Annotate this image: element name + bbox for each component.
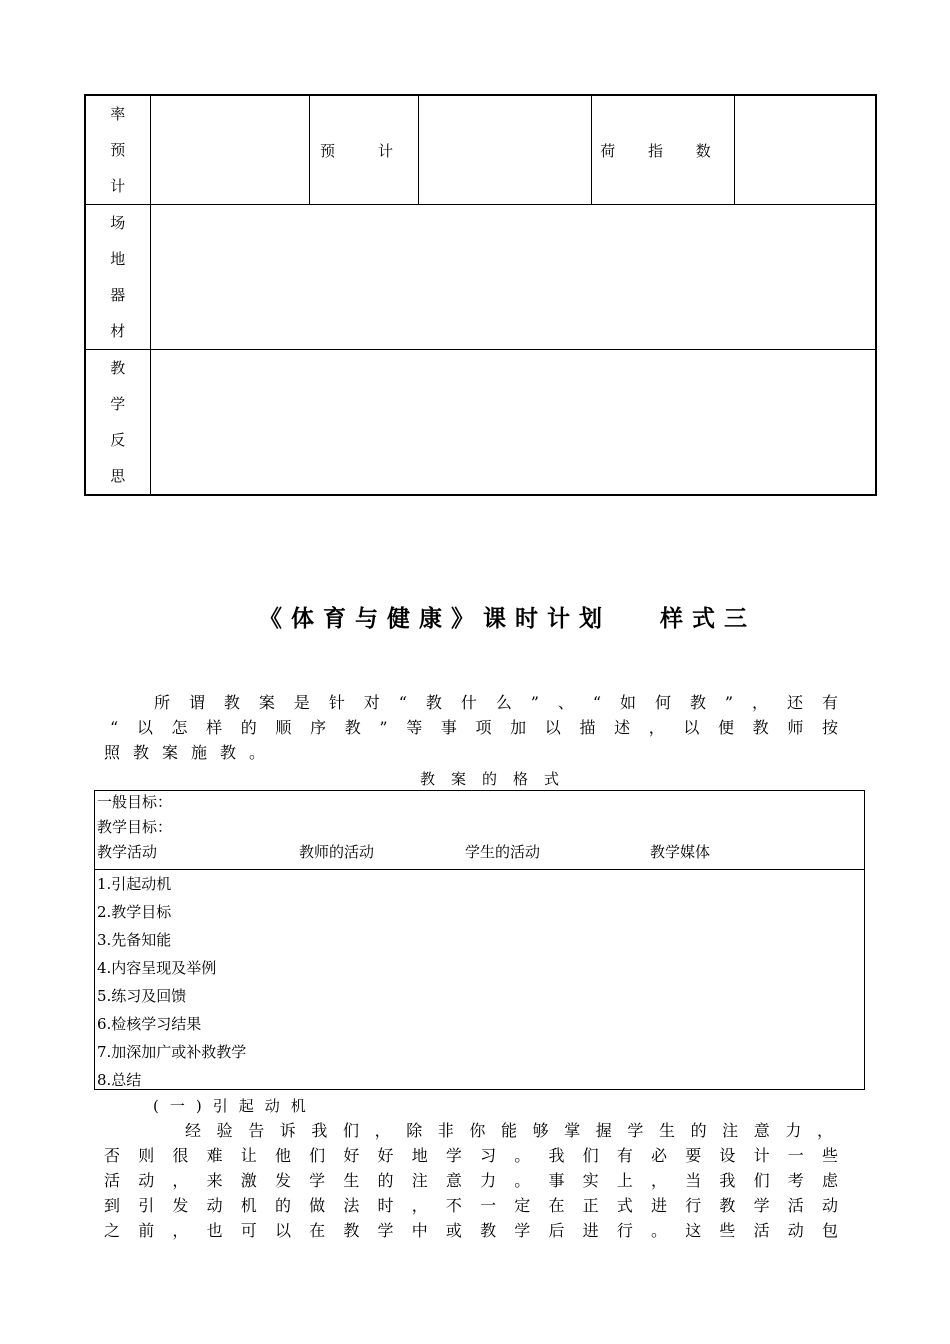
section-heading: (一)引起动机 — [153, 1097, 317, 1115]
list-item: 3.先备知能 — [97, 931, 172, 949]
table-row — [85, 205, 876, 350]
table-cell-estimate: 预 计 — [309, 95, 418, 205]
row-label-rate-estimate: 率 预 计 — [85, 95, 150, 205]
page-title: 《体育与健康》课时计划 样式三 — [258, 605, 756, 632]
list-item: 8.总结 — [97, 1071, 142, 1089]
list-item: 5.练习及回馈 — [97, 987, 187, 1005]
table-row — [85, 350, 876, 496]
section-line-2: 否则很难让他们好好地学习。我们有必要设计一些 — [104, 1146, 838, 1165]
row-label-venue-equipment: 场 地 器 材 — [85, 205, 150, 350]
teaching-goal-label: 教学目标： — [97, 818, 173, 836]
format-table-header — [95, 791, 864, 870]
section-line-5: 之前，也可以在教学中或教学后进行。这些活动包 — [104, 1221, 838, 1240]
intro-line-3: 照教案施教。 — [104, 743, 279, 762]
format-caption: 教案的格式 — [419, 770, 575, 788]
list-item: 4.内容呈现及举例 — [97, 959, 217, 977]
intro-line-1: 所谓教案是针对“教什么”、“如何教”，还有 — [154, 693, 838, 712]
col-teacher-activity: 教师的活动 — [299, 843, 375, 861]
format-table-steps — [95, 870, 864, 1094]
section-line-3: 活动，来激发学生的注意力。事实上，当我们考虑 — [104, 1171, 838, 1190]
table-row — [85, 95, 876, 205]
list-item: 2.教学目标 — [97, 903, 172, 921]
list-item: 1.引起动机 — [97, 875, 172, 893]
table-cell-reflection-content — [150, 350, 876, 496]
table-cell — [418, 95, 591, 205]
general-goal-label: 一般目标： — [97, 793, 173, 811]
table-cell — [734, 95, 876, 205]
lesson-plan-table — [84, 94, 877, 496]
section-line-4: 到引发动机的做法时，不一定在正式进行教学活动 — [104, 1196, 838, 1215]
section-line-1: 经验告诉我们，除非你能够掌握学生的注意力， — [185, 1121, 833, 1140]
table-cell-venue-content — [150, 205, 876, 350]
col-teaching-activity: 教学活动 — [97, 843, 158, 861]
table-cell — [150, 95, 309, 205]
col-teaching-media: 教学媒体 — [650, 843, 711, 861]
row-label-teaching-reflection: 教 学 反 思 — [85, 350, 150, 496]
table-cell-load-index: 荷 指 数 — [591, 95, 734, 205]
intro-line-2: “以怎样的顺序教”等事项加以描述，以便教师按 — [110, 718, 838, 737]
format-table — [94, 790, 865, 1090]
list-item: 6.检核学习结果 — [97, 1015, 202, 1033]
col-student-activity: 学生的活动 — [465, 843, 541, 861]
list-item: 7.加深加广或补救教学 — [97, 1043, 247, 1061]
